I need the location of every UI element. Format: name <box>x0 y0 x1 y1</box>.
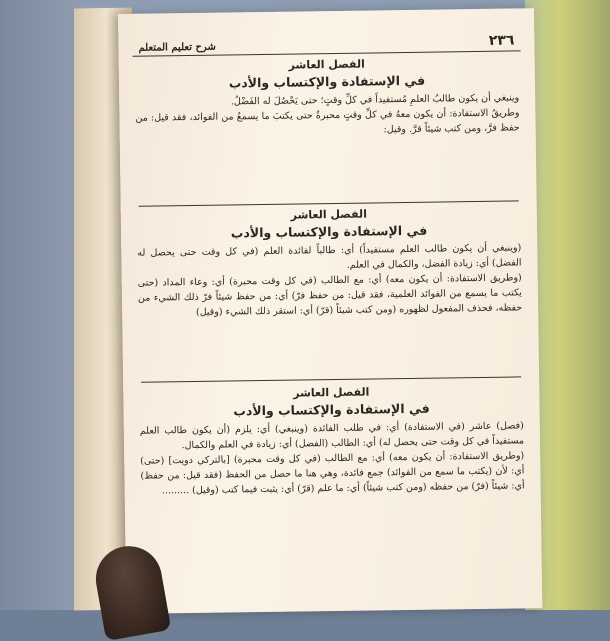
paragraph: وينبغي أن يكون طالبُ العلمِ مُستفيداً في كلِّ وقتٍ؛ حتى يَحْصُلَ له الفَضْلُ. <box>230 92 520 108</box>
chapter-title: الفصل العاشر <box>288 57 365 72</box>
background-left <box>0 0 80 610</box>
chapter-title: الفصل العاشر <box>290 207 368 222</box>
paragraph: (وطريق الاستفادة: أن يكون معه) أي: مع الطالب (في كل وقت محبرة) [بالتركي دويت] (حتى) أي: لأن (يكتب ما سمع من الفوائد) جمع فائدة، وهي هنا ما حصل من الحفظ (فقد قيل: من حفظ) أي: شيئاً (فرّ) من حفظه (ومن كتب شيئاً) أي: ما علم (قرّ) أي: يثبت فيما كتب (وقيل) ......... <box>140 450 525 497</box>
page-number: ٢٣٦ <box>488 32 515 49</box>
chapter-subtitle: في الإستفادة والإكتساب والأدب <box>233 400 430 419</box>
running-title: شرح تعليم المتعلم <box>138 41 216 54</box>
paragraph: (وطريق الاستفادة: أن يكون معه) أي: مع الطالب (في كل وقت محبرة) أي: وعاء المداد (حتى يكتب ما يسمع من الفوائد العلمية، فقد قيل: من حفظ فرّ) أي: من حفظ شيئاً فرّ ذلك الشيء من حفظه، فحذف المفعول لظهوره (ومن كتب شيئاً (قرّ) أي: استقر ذلك الشيء (وقيل) <box>137 272 523 318</box>
section-matn <box>135 54 520 140</box>
book-page <box>118 8 542 614</box>
chapter-title: الفصل العاشر <box>293 385 370 400</box>
section-commentary-2 <box>139 382 525 498</box>
section-commentary-1 <box>137 204 523 320</box>
chapter-subtitle: في الإستفادة والإكتساب والأدب <box>230 222 428 241</box>
chapter-subtitle: في الإستفادة والإكتساب والأدب <box>228 72 426 91</box>
paragraph: (فصل) عاشر (في الاستفادة) أي: في طلب الفائدة (وينبغي) أي: يلزم (أن يكون طالب العلم مستفيداً في كل وقت حتى يحصل له) أي: الطالب (الفضل) أي: زيادة في العلم والكمال. <box>139 420 525 452</box>
paragraph: (وينبغي أن يكون طالب العلم مستفيداً) أي: طالباً لفائدة العلم (في كل وقت حتى يحصل له الفضل) أي: زيادة الفضل، والكمال في العلم. <box>137 242 522 271</box>
section-divider <box>141 376 521 382</box>
page-header <box>132 26 520 56</box>
paragraph: وطريقُ الاستفادة: أن يكون معهُ في كلِّ وقتٍ محبرةٌ حتى يكتبَ ما يسمعُ من الفوائد، فقد قيل: من حفظ فرَّ، ومن كتب شيئاً قرَّ. وقيل: <box>135 107 520 136</box>
